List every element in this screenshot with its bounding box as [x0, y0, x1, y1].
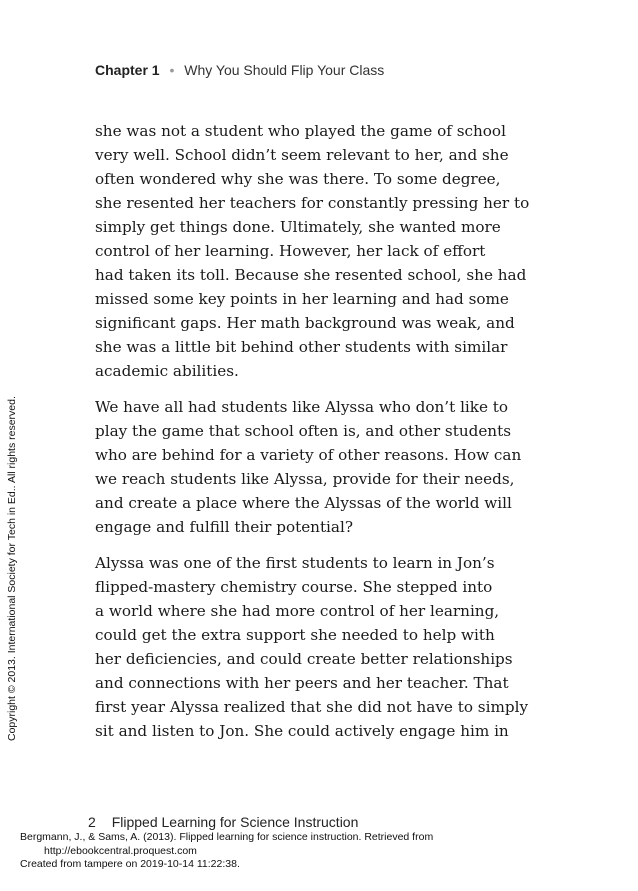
text-line: significant gaps. Her math background was weak, and	[95, 314, 515, 332]
page-number: 2	[88, 814, 96, 830]
text-line: first year Alyssa realized that she did not have to simply	[95, 698, 529, 716]
page-footer	[88, 814, 358, 830]
citation-url: http://ebookcentral.proquest.com	[44, 844, 197, 857]
side-copyright	[6, 381, 20, 741]
text-line: a world where she had more control of her learning,	[95, 602, 500, 620]
citation-created: Created from tampere on 2019-10-14 11:22:38.	[20, 858, 240, 870]
text-line: missed some key points in her learning and had some	[95, 290, 509, 308]
citation-line: Bergmann, J., & Sams, A. (2013). Flipped learning for science instruction. Retrieved from	[20, 831, 434, 843]
text-line: she was a little bit behind other students with similar	[95, 338, 508, 356]
text-line: Alyssa was one of the first students to learn in Jon’s	[95, 554, 495, 572]
text-line: We have all had students like Alyssa who don’t like to	[95, 398, 509, 416]
text-line: academic abilities.	[95, 362, 239, 380]
text-line: flipped-mastery chemistry course. She stepped into	[95, 578, 493, 596]
book-title: Flipped Learning for Science Instruction	[111, 814, 359, 830]
text-line: simply get things done. Ultimately, she wanted more	[95, 218, 501, 236]
paragraph-2	[95, 395, 535, 539]
text-line: we reach students like Alyssa, provide for their needs,	[95, 470, 515, 488]
copyright-notice: Copyright © 2013. International Society for Tech in Ed.. All rights reserved.	[6, 396, 18, 741]
text-line: sit and listen to Jon. She could actively engage him in	[95, 722, 509, 740]
text-line: she was not a student who played the game of school	[95, 122, 506, 140]
body-text	[95, 119, 535, 743]
text-line: very well. School didn’t seem relevant to her, and she	[95, 146, 509, 164]
text-line: who are behind for a variety of other reasons. How can	[95, 446, 522, 464]
header-separator: •	[169, 62, 175, 78]
chapter-title: Why You Should Flip Your Class	[184, 62, 385, 78]
text-line: her deficiencies, and could create better relationships	[95, 650, 513, 668]
text-line: and create a place where the Alyssas of the world will	[95, 494, 512, 512]
chapter-label: Chapter 1	[95, 62, 160, 78]
text-line: control of her learning. However, her lack of effort	[95, 242, 486, 260]
text-line: she resented her teachers for constantly pressing her to	[95, 194, 530, 212]
text-line: often wondered why she was there. To some degree,	[95, 170, 501, 188]
text-line: engage and fulfill their potential?	[95, 518, 353, 536]
citation-block	[20, 831, 433, 872]
running-head	[95, 62, 384, 78]
paragraph-3	[95, 551, 535, 743]
text-line: play the game that school often is, and other students	[95, 422, 511, 440]
paragraph-1	[95, 119, 535, 383]
text-line: and connections with her peers and her teacher. That	[95, 674, 509, 692]
text-line: had taken its toll. Because she resented school, she had	[95, 266, 527, 284]
text-line: could get the extra support she needed to help with	[95, 626, 495, 644]
